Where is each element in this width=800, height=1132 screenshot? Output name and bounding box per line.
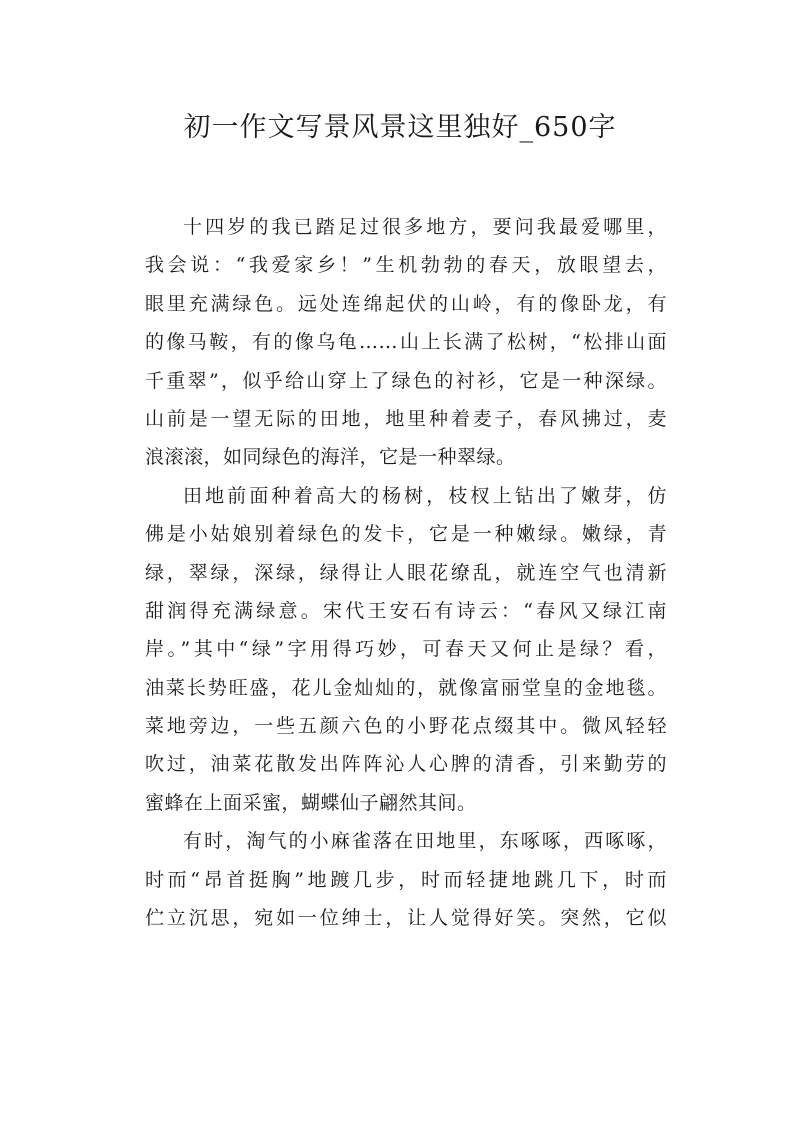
paragraph-line: 绿，翠绿，深绿，绿得让人眼花缭乱，就连空气也清新	[145, 561, 667, 584]
paragraph-line: 时而“昂首挺胸”地踱几步，时而轻捷地跳几下，时而	[145, 868, 667, 891]
paragraph-line: 吹过，油菜花散发出阵阵沁人心脾的清香，引来勤劳的	[145, 753, 667, 776]
paragraph-line: 甜润得充满绿意。宋代王安石有诗云：“春风又绿江南	[145, 599, 667, 622]
paragraph-line: 十四岁的我已踏足过很多地方，要问我最爱哪里，	[183, 216, 667, 238]
paragraph-line: 的像马鞍，有的像乌龟……山上长满了松树，“松排山面	[145, 331, 667, 354]
paragraph-line: 我会说：“我爱家乡！”生机勃勃的春天，放眼望去，	[145, 254, 667, 277]
document-body	[145, 208, 667, 937]
paragraph-line: 蜜蜂在上面采蜜，蝴蝶仙子翩然其间。	[145, 791, 477, 814]
paragraph-line: 千重翠”，似乎给山穿上了绿色的衬衫，它是一种深绿。	[145, 369, 667, 392]
paragraph-line: 眼里充满绿色。远处连绵起伏的山岭，有的像卧龙，有	[145, 292, 667, 315]
paragraph-line: 菜地旁边，一些五颜六色的小野花点缀其中。微风轻轻	[145, 715, 667, 738]
paragraph-line: 油菜长势旺盛，花儿金灿灿的，就像富丽堂皇的金地毯。	[145, 676, 667, 699]
paragraph-line: 佛是小姑娘别着绿色的发卡，它是一种嫩绿。嫩绿，青	[145, 523, 667, 546]
paragraph-line: 有时，淘气的小麻雀落在田地里，东啄啄，西啄啄，	[183, 830, 667, 853]
paragraph-line: 浪滚滚，如同绿色的海洋，它是一种翠绿。	[145, 446, 516, 469]
paragraph-line: 山前是一望无际的田地，地里种着麦子，春风拂过，麦	[145, 407, 667, 430]
paragraph-line: 田地前面种着高大的杨树，枝杈上钻出了嫩芽，仿	[183, 484, 667, 507]
paragraph-line: 伫立沉思，宛如一位绅士，让人觉得好笑。突然，它似	[145, 907, 667, 930]
document-title: 初一作文写景风景这里独好_650字	[183, 112, 617, 143]
paragraph-line: 岸。”其中“绿”字用得巧妙，可春天又何止是绿？看，	[145, 638, 667, 661]
